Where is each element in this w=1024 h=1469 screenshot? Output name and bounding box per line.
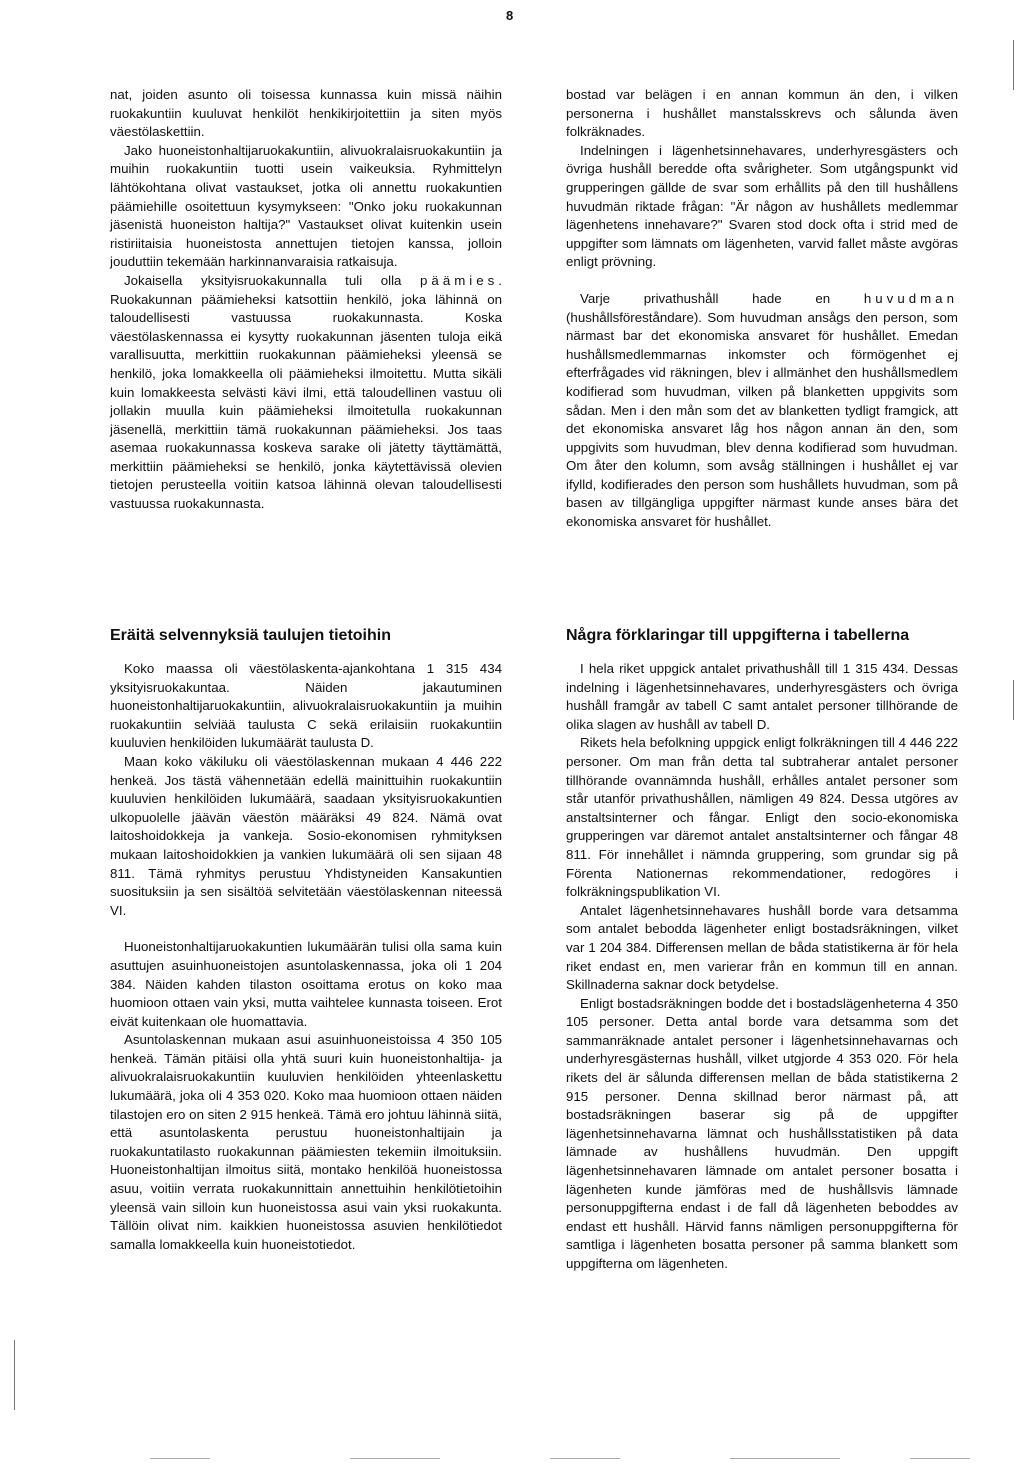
paragraph: Maan koko väkiluku oli väestölaskennan mukaan 4 446 222 henkeä. Jos tästä vähennetään edellä mainittuihin ruokakuntiin kuuluvien henkilöiden lukumäärä, saadaan yksityisruokakuntien ulkopuolelle jäävän väestön määräksi 49 824. Nämä ovat laitoshoidokkeja ja vankeja. Sosio-ekonomisen ryhmityksen mukaan laitoshoidokkien ja vankien lukumäärä oli sen sijaan 48 811. Tämä ryhmitys perustuu Yhdistyneiden Kansakuntien suosituksiin ja sen sisältöä selvitetään väestölaskennan niteessä VI.: [110, 753, 502, 918]
paragraph: Koko maassa oli väestölaskenta-ajankohtana 1 315 434 yksityisruokakuntaa. Näiden jakautuminen huoneistonhaltijaruokakuntiin, alivuokralaisruokakuntiin ja muihin ruokakuntiin selviää taulusta C sekä erilaisiin ruokakuntiin kuuluvien henkilöiden lukumäärät taulusta D.: [110, 661, 502, 751]
scan-speck: [550, 1458, 620, 1459]
paragraph: Huoneistonhaltijaruokakuntien lukumäärän tulisi olla sama kuin asuttujen asuinhuoneistojen asuntolaskennassa, joka oli 1 204 384. Näiden kahden tilaston osoittama erotus on koko maa huomioon ottaen vain yksi, mutta vaihtelee kunnasta toiseen. Erot eivät kuitenkaan ole huomattavia.: [110, 939, 502, 1029]
paragraph: Asuntolaskennan mukaan asui asuinhuoneistoissa 4 350 105 henkeä. Tämän pitäisi olla yhtä suuri kuin huoneistonhaltija- ja alivuokralaisruokakuntiin kuuluvien henkilöiden yhteenlaskettu lukumäärä, joka oli 4 353 020. Koko maa huomioon ottaen näiden tilastojen ero on siten 2 915 henkeä. Tämä ero johtuu lähinnä siitä, että asuntolaskenta perustuu huoneistonhaltijain ja ruokakuntatilasto ruokakunnan päämiesten tekemiin ilmoituksiin. Huoneistonhaltijan ilmoitus siitä, montako henkilöä huoneistossa asuu, voitiin verrata ruokakunnittain annettuihin henkilötietoihin yleensä vain silloin kun huoneistossa asui vain yksi ruokakunta. Tällöin olivat nim. kaikkien huoneistossa asuvien henkilötiedot samalla lomakkeella kuin huoneistotiedot.: [110, 1032, 502, 1252]
section-heading-swedish: Några förklaringar till uppgifterna i tabellerna: [566, 627, 910, 644]
paragraph: Jako huoneistonhaltijaruokakuntiin, alivuokralaisruokakuntiin ja muihin ruokakuntiin tuotti usein vaikeuksia. Ryhmittelyn lähtökohtana olivat vastaukset, jotka oli annettu ruokakuntien päämiehille osoitettuun kysymykseen: "Onko joku ruokakunnan jäsenistä huoneiston haltija?" Vastaukset olivat kuitenkin usein ristiriitaisia huoneistosta annettujen tietojen kanssa, jolloin jouduttiin tekemään harkinnanvaraisia ratkaisuja.: [110, 142, 502, 270]
left-column-section: [110, 660, 502, 1254]
paragraph-huvudman: [566, 290, 958, 532]
scan-speck: [730, 1458, 840, 1459]
paragraph: Antalet lägenhetsinnehavares hushåll borde vara detsamma som antalet bebodda lägenheter enligt bostadsräkningen, vilket var 1 204 384. Differensen mellan de båda statistikerna är för hela riket endast en, men varierar från en kommun till en annan. Skillnaderna saknar dock betydelse.: [566, 902, 958, 993]
scan-speck: [150, 1458, 210, 1459]
right-column-section: [566, 660, 958, 1274]
paamies-lead: Jokaisella yksityisruokakunnalla tuli olla: [124, 272, 402, 288]
huvudman-lead: Varje privathushåll hade en: [580, 290, 831, 306]
paragraph: I hela riket uppgick antalet privathushåll till 1 315 434. Dessas indelning i lägenhetsinnehavares, underhyresgästers och övriga hushåll framgår av tabell C samt antalet personer tillhörande de olika slagen av hushåll av tabell D.: [566, 661, 958, 732]
paamies-term: päämies: [420, 272, 499, 288]
scan-speck: [350, 1458, 440, 1459]
right-column-intro: [566, 86, 958, 532]
paragraph-paamies: [110, 272, 502, 514]
left-column-intro: [110, 86, 502, 514]
section-heading-finnish: Eräitä selvennyksiä taulujen tietoihin: [110, 627, 391, 644]
paragraph: Enligt bostadsräkningen bodde det i bostadslägenheterna 4 350 105 personer. Detta antal borde vara detsamma som det sammanräknade antalet personer i lägenhetsinnehavarnas och underhyresgästernas hushåll, vilket utgjorde 4 353 020. För hela rikets del är sålunda differensen mellan de båda statistikerna 2 915 personer. Denna skillnad beror närmast på, att bostadsräkningen baserar sig på de uppgifter lägenhetsinnehavarna lämnat och hushållsstatistiken på data lämnade av hushållens huvudmän. Den uppgift lägenhetsinnehavaren lämnade om antalet personer bosatta i lägenheten kunde jämföras med de hushållsvis lämnade personuppgifterna endast i de fall då lägenheten beboddes av endast ett hushåll. Härvid fanns nämligen personuppgifterna för samtliga i lägenheten bosatta personer på samma blankett som uppgifterna om lägenheten.: [566, 995, 958, 1271]
huvudman-term: huvudman: [863, 290, 958, 306]
paragraph: bostad var belägen i en annan kommun än den, i vilken personerna i hushållet manstalsskrevs och sålunda även folkräknades.: [566, 87, 958, 140]
paragraph: Indelningen i lägenhetsinnehavares, underhyresgästers och övriga hushåll beredde ofta svårigheter. Som utgångspunkt vid grupperingen gällde de svar som erhållits på den till hushållens huvudmän riktade frågan: "Är någon av hushållets medlemmar lägenhetens innehavare?" Svaren stod dock ofta i strid med de uppgifter som lämnats om lägenheten, varvid fallet måste avgöras enligt prövning.: [566, 142, 958, 270]
scan-speck: [910, 1458, 970, 1459]
paamies-text: . Ruokakunnan päämieheksi katsottiin henkilö, joka lähinnä on taloudellisesti vastuussa ruokakunnasta. Koska väestölaskennassa ei kysytty ruokakunnan jäsenten tuloja eikä varallisuutta, merkittiin ruokakunnan päämieheksi yleensä se henkilö, joka lomakkeella oli päämieheksi ilmoitettu. Mutta sikäli kuin lomakkeesta selvästi kävi ilmi, että taloudellinen vastuu oli jollakin muulla kuin päämieheksi ilmoitetulla ruokakunnan jäsenellä, merkittiin tämä ruokakunnan päämieheksi. Jos taas asemaa ruokakunnassa koskeva sarake oli jätetty täyttämättä, merkittiin päämieheksi se henkilö, jonka käytettävissä olevien tietojen perusteella voitiin katsoa lähinnä olevan taloudellisesti vastuussa ruokakunnasta.: [110, 272, 502, 512]
bottom-scan-artifacts: [30, 1455, 1010, 1463]
paragraph: nat, joiden asunto oli toisessa kunnassa kuin missä näihin ruokakuntiin kuuluvat henkilöt henkikirjoitettiin ja siten myös väestölaskettiin.: [110, 87, 502, 140]
huvudman-text: (hushållsföreståndare). Som huvudman ansågs den person, som närmast bar det ekonomiska ansvaret för hushållet. Emedan hushållsmedlemmarnas inkomster och förmögenhet ej efterfrågades vid räkningen, blev i allmänhet den hushållsmedlem kodifierad som huvudman, vilken på blanketten uppgivits som sådan. Men i den mån som det av blanketten tydligt framgick, att det ekonomiska ansvaret låg hos någon annan än den, som uppgivits som huvudman, blev denna kodifierad som huvudman. Om åter den kolumn, som avsåg ställningen i hushållet ej var ifylld, kodifierades den person som hushållets huvudman, som på basen av tillgängliga uppgifter närmast kunde anses bära det ekonomiska ansvaret för hushållet.: [566, 309, 958, 530]
scan-edge-mark: [1013, 40, 1014, 90]
scan-edge-mark: [14, 1340, 15, 1410]
page-number: 8: [506, 8, 514, 23]
scan-edge-mark: [1013, 680, 1014, 720]
paragraph: Rikets hela befolkning uppgick enligt folkräkningen till 4 446 222 personer. Om man från detta tal subtraherar antalet personer tillhörande ovannämnda hushåll, erhålles antalet personer som står utanför privathushållen, nämligen 49 824. Dessa utgöres av anstaltsinterner och fångar. Enligt den socio-ekonomiska grupperingen var däremot antalet anstaltsinterner och fångar 48 811. För innehållet i nämnda gruppering, som grundar sig på Förenta Nationernas rekommendationer, redogöres i folkräkningspublikation VI.: [566, 735, 958, 900]
